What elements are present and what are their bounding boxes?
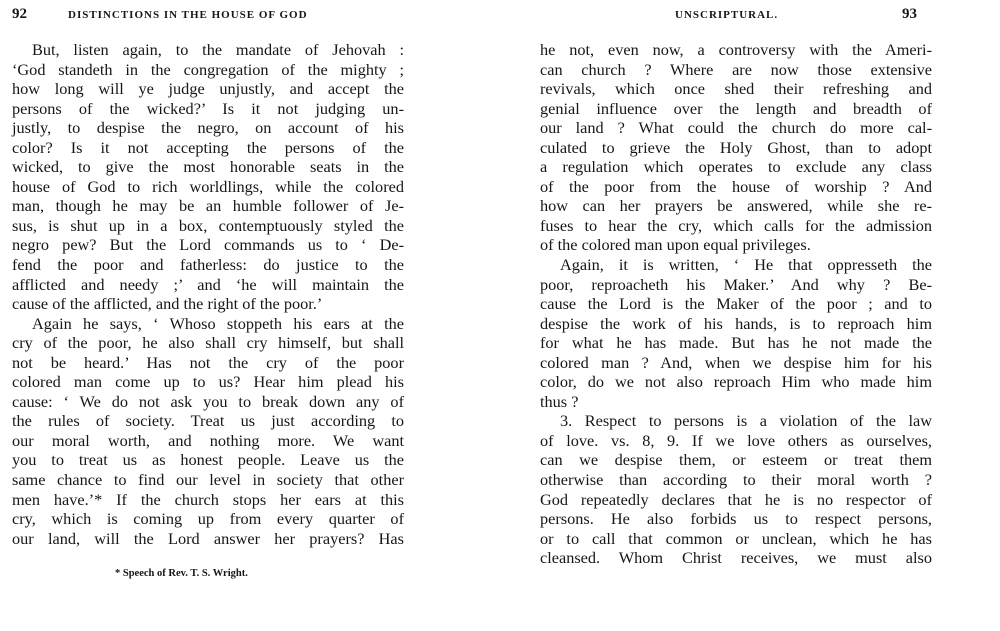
text-line: revivals, which once shed their refreshing and <box>540 79 932 99</box>
text-line: poor, reproacheth his Maker.’ And why ? Be- <box>540 274 932 294</box>
text-line: how long will ye judge unjustly, and accept the <box>12 79 404 99</box>
text-line: of the poor from the house of worship ? And <box>540 176 932 196</box>
text-line: cause of the afflicted, and the right of the poor.’ <box>12 294 323 314</box>
text-line: you to treat us as honest people. Leave us the <box>12 450 404 470</box>
text-line: cause the Lord is the Maker of the poor ; and to <box>540 294 932 314</box>
text-line: of love. vs. 8, 9. If we love others as ourselves, <box>540 430 932 450</box>
footnote: * Speech of Rev. T. S. Wright. <box>115 568 248 579</box>
text-line: our land ? What could the church do more cal- <box>540 118 932 138</box>
text-line: how can her prayers be answered, while she re- <box>540 196 932 216</box>
left-page-header <box>12 7 404 27</box>
text-line: cause: ‘ We do not ask you to break down any of <box>12 391 404 411</box>
text-line: for what he has made. But has he not made the <box>540 333 932 353</box>
text-line: fuses to hear the cry, which calls for the admission <box>540 215 932 235</box>
text-line: not be heard.’ Has not the cry of the poor <box>12 352 404 372</box>
text-line: Again, it is written, ‘ He that oppresseth the <box>560 255 932 275</box>
text-line: our land, will the Lord answer her prayers? Has <box>12 528 404 548</box>
text-line: afflicted and needy ;’ and ‘he will maintain the <box>12 274 404 294</box>
right-page-number: 93 <box>902 6 917 22</box>
text-line: fend the poor and fatherless: do justice to the <box>12 255 404 275</box>
text-line: otherwise than according to their moral worth ? <box>540 470 932 490</box>
text-line: men have.’* If the church stops her ears at this <box>12 489 404 509</box>
text-line: despise the work of his hands, is to reproach him <box>540 313 932 333</box>
text-line: same chance to find our level in society that other <box>12 470 404 490</box>
text-line: colored man ? And, when we despise him for his <box>540 352 932 372</box>
right-page-body <box>540 40 932 568</box>
text-line: ‘God standeth in the congregation of the mighty ; <box>12 59 404 79</box>
text-line: 3. Respect to persons is a violation of the law <box>560 411 932 431</box>
text-line: our moral worth, and nothing more. We want <box>12 430 404 450</box>
text-line: cry, which is coming up from every quarter of <box>12 509 404 529</box>
left-page-number: 92 <box>12 6 27 22</box>
text-line: can church ? Where are now those extensive <box>540 59 932 79</box>
text-line: negro pew? But the Lord commands us to ‘ De- <box>12 235 404 255</box>
text-line: cleansed. Whom Christ receives, we must also <box>540 548 932 568</box>
text-line: thus ? <box>540 391 579 411</box>
text-line: genial influence over the length and breadth of <box>540 98 932 118</box>
text-line: of the colored man upon equal privileges. <box>540 235 811 255</box>
right-page-header <box>540 7 932 27</box>
text-line: wicked, to give the most honorable seats in the <box>12 157 404 177</box>
text-line: man, though he may be an humble follower of Je- <box>12 196 404 216</box>
text-line: sus, is shut up in a box, contemptuously styled the <box>12 215 404 235</box>
text-line: he not, even now, a controversy with the Ameri- <box>540 40 932 59</box>
text-line: justly, to despise the negro, on account of his <box>12 118 404 138</box>
text-line: house of God to rich worldlings, while the colored <box>12 176 404 196</box>
text-line: God repeatedly declares that he is no respector of <box>540 489 932 509</box>
right-running-head: UNSCRIPTURAL. <box>675 9 779 21</box>
text-line: can we despise them, or esteem or treat them <box>540 450 932 470</box>
text-line: But, listen again, to the mandate of Jehovah : <box>32 40 404 59</box>
text-line: cry of the poor, he also shall cry himself, but shall <box>12 333 404 353</box>
left-running-head: DISTINCTIONS IN THE HOUSE OF GOD <box>68 9 308 21</box>
text-line: Again he says, ‘ Whoso stoppeth his ears at the <box>32 313 404 333</box>
text-line: color? Is it not accepting the persons of the <box>12 137 404 157</box>
text-line: the rules of society. Treat us just according to <box>12 411 404 431</box>
text-line: a regulation which operates to exclude any class <box>540 157 932 177</box>
text-line: colored man come up to us? Hear him plead his <box>12 372 404 392</box>
text-line: color, do we not also reproach Him who made him <box>540 372 932 392</box>
text-line: culated to grieve the Holy Ghost, than to adopt <box>540 137 932 157</box>
text-line: or to call that common or unclean, which he has <box>540 528 932 548</box>
text-line: persons of the wicked?’ Is it not judging un- <box>12 98 404 118</box>
text-line: persons. He also forbids us to respect persons, <box>540 509 932 529</box>
left-page-body <box>12 40 404 548</box>
